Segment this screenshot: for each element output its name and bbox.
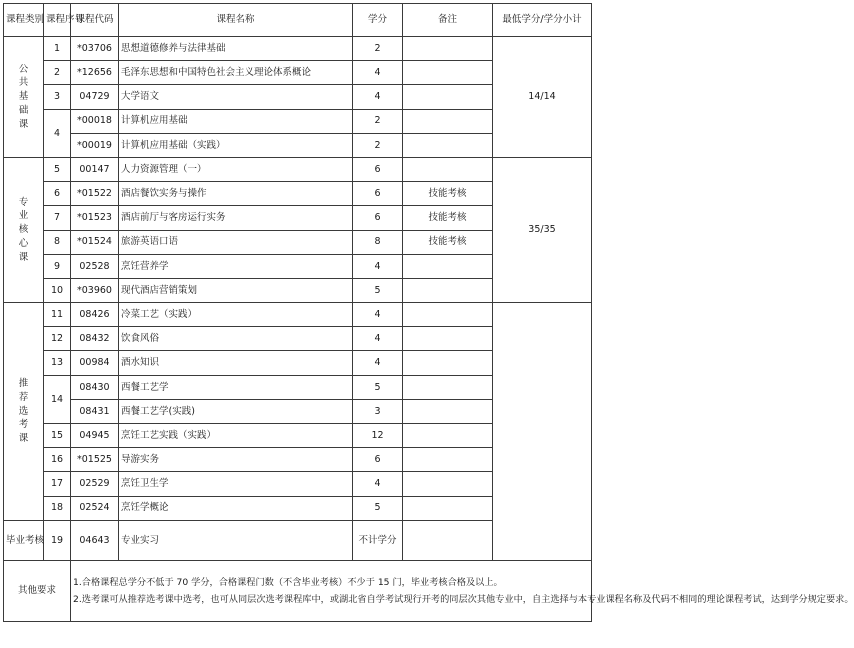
credit-cell: 不计学分 bbox=[353, 520, 403, 560]
remark-cell bbox=[403, 351, 493, 375]
name-cell: 酒店前厅与客房运行实务 bbox=[119, 206, 353, 230]
name-cell: 导游实务 bbox=[119, 448, 353, 472]
code-cell: 00147 bbox=[71, 157, 119, 181]
credit-cell: 4 bbox=[353, 85, 403, 109]
name-cell: 冷菜工艺（实践） bbox=[119, 303, 353, 327]
credit-cell: 2 bbox=[353, 109, 403, 133]
seq-cell: 10 bbox=[44, 278, 71, 302]
remark-cell bbox=[403, 109, 493, 133]
other-requirements-notes bbox=[71, 560, 854, 621]
header-minimum: 最低学分/学分小计 bbox=[493, 4, 592, 37]
credit-cell: 2 bbox=[353, 133, 403, 157]
code-cell: 02529 bbox=[71, 472, 119, 496]
seq-cell: 4 bbox=[44, 109, 71, 157]
requirement-note: 2.选考课可从推荐选考课中选考，也可从同层次选考课程库中，或湖北省自学考试现行开考的同层次其他专业中，自主选择与本专业课程名称及代码不相同的理论课程考试，达到学分规定要求。 bbox=[73, 593, 854, 605]
credit-cell: 12 bbox=[353, 424, 403, 448]
category-cell: 推荐选考课 bbox=[4, 303, 44, 521]
name-cell: 烹饪卫生学 bbox=[119, 472, 353, 496]
name-cell: 烹饪营养学 bbox=[119, 254, 353, 278]
minimum-credit-cell bbox=[493, 303, 592, 561]
remark-cell bbox=[403, 157, 493, 181]
seq-cell: 5 bbox=[44, 157, 71, 181]
table-row bbox=[4, 157, 592, 181]
header-category: 课程类别 bbox=[4, 4, 44, 37]
seq-cell: 18 bbox=[44, 496, 71, 520]
remark-cell bbox=[403, 133, 493, 157]
category-cell: 专业核心课 bbox=[4, 157, 44, 302]
code-cell: 00984 bbox=[71, 351, 119, 375]
code-cell: 08431 bbox=[71, 399, 119, 423]
category-cell: 毕业考核 bbox=[4, 520, 44, 560]
remark-cell bbox=[403, 327, 493, 351]
other-requirements-row bbox=[4, 560, 592, 621]
name-cell: 大学语文 bbox=[119, 85, 353, 109]
name-cell: 西餐工艺学(实践) bbox=[119, 399, 353, 423]
name-cell: 饮食风俗 bbox=[119, 327, 353, 351]
seq-cell: 19 bbox=[44, 520, 71, 560]
name-cell: 烹饪工艺实践（实践） bbox=[119, 424, 353, 448]
name-cell: 思想道德修养与法律基础 bbox=[119, 37, 353, 61]
seq-cell: 11 bbox=[44, 303, 71, 327]
code-cell: *03960 bbox=[71, 278, 119, 302]
code-cell: 08432 bbox=[71, 327, 119, 351]
remark-cell bbox=[403, 399, 493, 423]
seq-cell: 13 bbox=[44, 351, 71, 375]
code-cell: *00018 bbox=[71, 109, 119, 133]
seq-cell: 2 bbox=[44, 61, 71, 85]
credit-cell: 4 bbox=[353, 327, 403, 351]
code-cell: *01522 bbox=[71, 182, 119, 206]
seq-cell: 12 bbox=[44, 327, 71, 351]
code-cell: *01523 bbox=[71, 206, 119, 230]
credit-cell: 5 bbox=[353, 496, 403, 520]
credit-cell: 4 bbox=[353, 472, 403, 496]
table-row bbox=[4, 303, 592, 327]
code-cell: 08430 bbox=[71, 375, 119, 399]
seq-cell: 16 bbox=[44, 448, 71, 472]
credit-cell: 3 bbox=[353, 399, 403, 423]
remark-cell: 技能考核 bbox=[403, 206, 493, 230]
minimum-credit-cell: 14/14 bbox=[493, 37, 592, 158]
seq-cell: 1 bbox=[44, 37, 71, 61]
name-cell: 计算机应用基础（实践） bbox=[119, 133, 353, 157]
name-cell: 酒店餐饮实务与操作 bbox=[119, 182, 353, 206]
code-cell: *01525 bbox=[71, 448, 119, 472]
seq-cell: 15 bbox=[44, 424, 71, 448]
remark-cell bbox=[403, 85, 493, 109]
code-cell: 02528 bbox=[71, 254, 119, 278]
header-credit: 学分 bbox=[353, 4, 403, 37]
seq-cell: 3 bbox=[44, 85, 71, 109]
code-cell: *01524 bbox=[71, 230, 119, 254]
seq-cell: 17 bbox=[44, 472, 71, 496]
header-remark: 备注 bbox=[403, 4, 493, 37]
name-cell: 现代酒店营销策划 bbox=[119, 278, 353, 302]
credit-cell: 4 bbox=[353, 303, 403, 327]
name-cell: 计算机应用基础 bbox=[119, 109, 353, 133]
credit-cell: 6 bbox=[353, 157, 403, 181]
seq-cell: 9 bbox=[44, 254, 71, 278]
code-cell: 08426 bbox=[71, 303, 119, 327]
remark-cell bbox=[403, 472, 493, 496]
code-cell: 04945 bbox=[71, 424, 119, 448]
name-cell: 毛泽东思想和中国特色社会主义理论体系概论 bbox=[119, 61, 353, 85]
remark-cell bbox=[403, 496, 493, 520]
header-seq: 课程序号 bbox=[44, 4, 71, 37]
code-cell: 04643 bbox=[71, 520, 119, 560]
code-cell: 02524 bbox=[71, 496, 119, 520]
credit-cell: 4 bbox=[353, 61, 403, 85]
seq-cell: 6 bbox=[44, 182, 71, 206]
credit-cell: 4 bbox=[353, 351, 403, 375]
remark-cell bbox=[403, 61, 493, 85]
category-cell: 公共基础课 bbox=[4, 37, 44, 158]
header-name: 课程名称 bbox=[119, 4, 353, 37]
requirement-note: 1.合格课程总学分不低于 70 学分，合格课程门数（不含毕业考核）不少于 15 门，毕业考核合格及以上。 bbox=[73, 576, 503, 588]
remark-cell: 技能考核 bbox=[403, 182, 493, 206]
credit-cell: 6 bbox=[353, 182, 403, 206]
seq-cell: 7 bbox=[44, 206, 71, 230]
table-row bbox=[4, 37, 592, 61]
credit-cell: 8 bbox=[353, 230, 403, 254]
name-cell: 专业实习 bbox=[119, 520, 353, 560]
credit-cell: 6 bbox=[353, 448, 403, 472]
seq-cell: 14 bbox=[44, 375, 71, 423]
remark-cell bbox=[403, 37, 493, 61]
remark-cell bbox=[403, 254, 493, 278]
remark-cell bbox=[403, 375, 493, 399]
code-cell: *12656 bbox=[71, 61, 119, 85]
credit-cell: 6 bbox=[353, 206, 403, 230]
remark-cell bbox=[403, 424, 493, 448]
code-cell: *00019 bbox=[71, 133, 119, 157]
header-row bbox=[4, 4, 592, 37]
other-requirements-label: 其他要求 bbox=[4, 560, 71, 621]
credit-cell: 5 bbox=[353, 375, 403, 399]
seq-cell: 8 bbox=[44, 230, 71, 254]
name-cell: 西餐工艺学 bbox=[119, 375, 353, 399]
name-cell: 旅游英语口语 bbox=[119, 230, 353, 254]
remark-cell: 技能考核 bbox=[403, 230, 493, 254]
code-cell: *03706 bbox=[71, 37, 119, 61]
remark-cell bbox=[403, 448, 493, 472]
credit-cell: 2 bbox=[353, 37, 403, 61]
code-cell: 04729 bbox=[71, 85, 119, 109]
header-code: 课程代码 bbox=[71, 4, 119, 37]
credit-cell: 5 bbox=[353, 278, 403, 302]
name-cell: 烹饪学概论 bbox=[119, 496, 353, 520]
curriculum-table bbox=[3, 3, 854, 622]
remark-cell bbox=[403, 278, 493, 302]
minimum-credit-cell: 35/35 bbox=[493, 157, 592, 302]
credit-cell: 4 bbox=[353, 254, 403, 278]
name-cell: 酒水知识 bbox=[119, 351, 353, 375]
name-cell: 人力资源管理（一） bbox=[119, 157, 353, 181]
remark-cell bbox=[403, 520, 493, 560]
remark-cell bbox=[403, 303, 493, 327]
